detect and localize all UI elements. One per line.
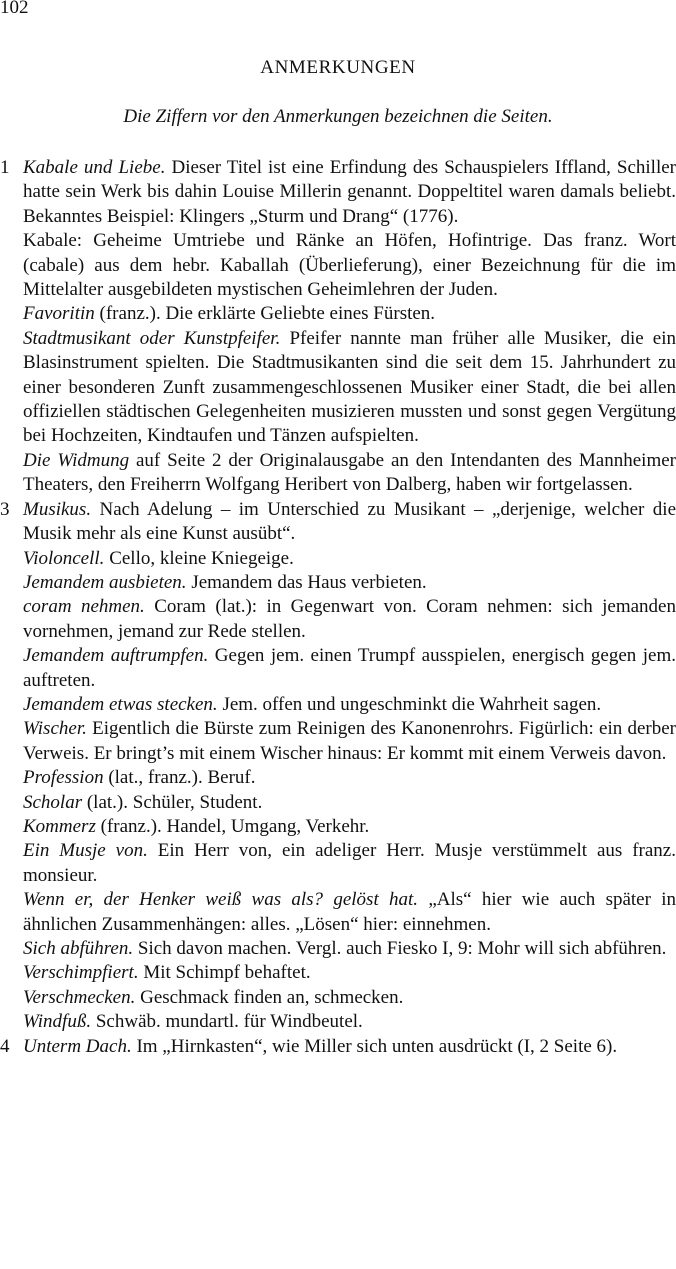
- annotation-entry: [23, 498, 676, 547]
- page-reference-number: 1: [0, 157, 10, 178]
- annotation-text: Gegen jem. einen Trumpf ausspielen, energisch gegen jem. auftreten.: [23, 645, 676, 691]
- annotation-text: Pfeifer nannte man früher alle Musiker, die ein Blasinstrument spielten. Die Stadtmusikanten sind die seit dem 15. Jahrhundert zu einer besonderen Zunft zusammengeschlossenen Musiker einer Stadt, die bei allen offiziellen städtischen Gelegenheiten musizieren mussten und sonst gegen Vergütung bei Hochzeiten, Kindtaufen und Tänzen aufspielten.: [23, 327, 676, 447]
- annotation-text: Im „Hirnkasten“, wie Miller sich unten ausdrückt (I, 2 Seite 6).: [131, 1035, 618, 1057]
- annotation-entry: [23, 327, 676, 449]
- annotation-term: Stadtmusikant oder Kunstpfeifer.: [23, 327, 281, 349]
- annotations-list: [0, 156, 676, 1059]
- annotation-entry: [23, 815, 676, 839]
- annotation-term: Verschimpfiert.: [23, 962, 139, 984]
- annotation-text: auf Seite 2 der Originalausgabe an den Intendanten des Mannheimer Theaters, den Freiherrn Wolfgang Heribert von Dalberg, haben wir fortgelassen.: [23, 449, 676, 496]
- annotation-term: Jemandem auftrumpfen.: [23, 645, 209, 667]
- annotation-entry: [23, 302, 676, 326]
- annotation-term: Wischer.: [23, 718, 87, 740]
- page-title: ANMERKUNGEN: [260, 57, 416, 78]
- annotation-text: Jemandem das Haus verbieten.: [186, 571, 427, 593]
- page-reference-number: 3: [0, 498, 10, 520]
- annotation-term: Kabale und Liebe.: [23, 157, 166, 178]
- annotation-entry: [23, 937, 676, 961]
- annotation-text: Dieser Titel ist eine Erfindung des Schauspielers Iffland, Schiller hatte sein Werk bis dahin Louise Millerin genannt. Doppeltitel waren damals beliebt. Bekanntes Beispiel: Klingers „Sturm und Drang“ (1776).: [23, 157, 676, 227]
- page-reference-number: 4: [0, 1035, 10, 1057]
- annotation-text: Nach Adelung – im Unterschied zu Musikant – „derjenige, welcher die Musik mehr als eine Kunst ausübt“.: [23, 498, 676, 545]
- annotation-text: (lat., franz.). Beruf.: [103, 767, 256, 789]
- annotation-text: Jem. offen und ungeschminkt die Wahrheit sagen.: [217, 693, 602, 715]
- annotation-entry: [23, 693, 676, 717]
- page-number: 102: [0, 0, 29, 18]
- annotation-text: Ein Herr von, ein adeliger Herr. Musje verstümmelt aus franz. monsieur.: [23, 840, 676, 886]
- annotation-term: Windfuß.: [23, 1011, 92, 1033]
- annotation-text: (franz.). Handel, Umgang, Verkehr.: [95, 815, 370, 837]
- annotation-entry: [23, 717, 676, 766]
- subtitle: Die Ziffern vor den Anmerkungen bezeichnen die Seiten.: [123, 106, 553, 127]
- annotation-entry: [23, 986, 676, 1010]
- annotation-term: Musikus.: [23, 498, 92, 520]
- annotation-term: Scholar: [23, 791, 83, 813]
- annotation-term: Profession: [23, 767, 104, 789]
- annotation-term: Wenn er, der Henker weiß was als? gelöst hat.: [23, 889, 419, 911]
- annotation-text: (lat.). Schüler, Student.: [82, 791, 263, 813]
- annotation-entry: [23, 547, 676, 571]
- annotation-entry: [23, 888, 676, 937]
- annotation-term: Ein Musje von.: [23, 840, 148, 862]
- annotation-text: Cello, kleine Kniegeige.: [104, 547, 294, 569]
- annotation-term: Favoritin: [23, 303, 95, 325]
- annotation-entry: [23, 1035, 676, 1059]
- annotation-entry: [23, 766, 676, 790]
- annotation-text: Sich davon machen. Vergl. auch Fiesko I, 9: Mohr will sich abführen.: [133, 938, 667, 959]
- annotation-text: „Als“ hier wie auch später in ähnlichen Zusammenhängen: alles. „Lösen“ hier: einnehmen.: [23, 889, 676, 935]
- annotation-term: Verschmecken.: [23, 986, 136, 1008]
- annotation-entry: [23, 961, 676, 985]
- annotation-entry: [23, 571, 676, 595]
- annotation-entry: [23, 595, 676, 644]
- annotation-entry: [23, 1010, 676, 1034]
- annotation-term: coram nehmen.: [23, 596, 145, 618]
- annotation-entry: [23, 449, 676, 498]
- annotation-text: Mit Schimpf behaftet.: [138, 962, 311, 984]
- annotation-entry: [23, 839, 676, 888]
- annotation-entry: [23, 644, 676, 693]
- annotation-term: Sich abführen.: [23, 938, 134, 959]
- annotation-text: Coram (lat.): in Gegenwart von. Coram nehmen: sich jemanden vornehmen, jemand zur Rede stellen.: [23, 596, 676, 642]
- annotation-term: Jemandem ausbieten.: [23, 571, 187, 593]
- annotation-text: Geschmack finden an, schmecken.: [135, 986, 404, 1008]
- annotation-text: Schwäb. mundartl. für Windbeutel.: [91, 1011, 363, 1033]
- annotation-text: Kabale: Geheime Umtriebe und Ränke an Höfen, Hofintrige. Das franz. Wort (cabale) aus dem hebr. Kaballah (Überlieferung), einer Bezeichnung für die im Mittelalter ausgebildeten mystischen Geheimlehren der Juden.: [23, 230, 676, 301]
- annotation-entry: [23, 791, 676, 815]
- annotation-term: Violoncell.: [23, 547, 105, 569]
- annotation-group: [0, 156, 676, 498]
- annotation-group: [0, 1035, 676, 1059]
- annotation-entry: [23, 156, 676, 229]
- annotation-text: Eigentlich die Bürste zum Reinigen des Kanonenrohrs. Figürlich: ein derber Verweis. Er bringt’s mit einem Wischer hinaus: Er kommt mit einem Verweis davon.: [23, 718, 676, 764]
- annotation-group: [0, 498, 676, 1035]
- annotation-term: Jemandem etwas stecken.: [23, 693, 218, 715]
- annotation-term: Die Widmung: [23, 449, 130, 471]
- annotation-term: Unterm Dach.: [23, 1035, 132, 1057]
- annotation-text: (franz.). Die erklärte Geliebte eines Fürsten.: [94, 303, 436, 325]
- annotation-entry: [23, 229, 676, 302]
- annotation-term: Kommerz: [23, 815, 96, 837]
